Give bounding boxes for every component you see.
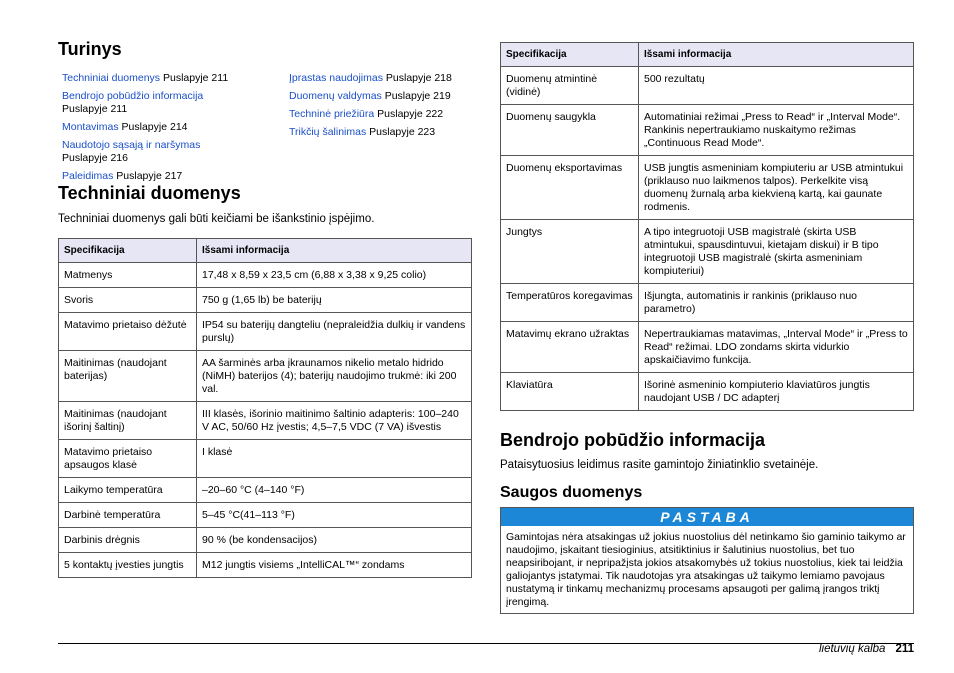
toc-page: Puslapyje 223 (369, 126, 436, 138)
spec-value-cell: Išjungta, automatinis ir rankinis (priklauso nuo parametro) (639, 284, 914, 322)
spec-name-cell: Maitinimas (naudojant baterijas) (59, 351, 197, 402)
spec-name-cell: 5 kontaktų įvesties jungtis (59, 553, 197, 578)
spec-name-cell: Darbinis drėgnis (59, 528, 197, 553)
table-row (501, 220, 914, 284)
table-row (59, 402, 472, 440)
tech-spec-table (58, 238, 472, 578)
tech-intro: Techniniai duomenys gali būti keičiami be išankstinio įspėjimo. (58, 213, 375, 225)
footer-language: lietuvių kalba (818, 643, 886, 655)
spec-name-cell: Jungtys (501, 220, 639, 284)
table-row (501, 156, 914, 220)
header-spec: Specifikacija (501, 43, 639, 67)
spec-name-cell: Darbinė temperatūra (59, 503, 197, 528)
toc-link[interactable]: Techniniai duomenys (62, 72, 161, 84)
tech-section-title: Techniniai duomenys (58, 183, 241, 203)
spec-name-cell: Duomenų eksportavimas (501, 156, 639, 220)
table-row (59, 440, 472, 478)
spec-name-cell: Matavimo prietaiso dėžutė (59, 313, 197, 351)
toc-page: Puslapyje 218 (385, 72, 452, 84)
spec-value-cell: 17,48 x 8,59 x 23,5 cm (6,88 x 3,38 x 9,25 colio) (197, 263, 472, 288)
toc-entry (289, 72, 479, 85)
spec-value-cell: 750 g (1,65 lb) be baterijų (197, 288, 472, 313)
toc-page: Puslapyje 222 (377, 108, 444, 120)
toc-entry (62, 139, 272, 165)
spec-value-cell: Išorinė asmeninio kompiuterio klaviatūros jungtis naudojant USB / DC adapterį (639, 373, 914, 411)
toc-link[interactable]: Montavimas (62, 121, 119, 133)
spec-value-cell: –20–60 °C (4–140 °F) (197, 478, 472, 503)
table-row (59, 313, 472, 351)
toc-link[interactable]: Trikčių šalinimas (289, 126, 367, 138)
toc-entry (289, 126, 479, 139)
toc-right-column (289, 72, 479, 144)
spec-value-cell: 5–45 °C(41–113 °F) (197, 503, 472, 528)
general-section-title: Bendrojo pobūdžio informacija (500, 430, 765, 450)
spec-name-cell: Matavimų ekrano užraktas (501, 322, 639, 373)
page-footer (819, 643, 914, 655)
spec-name-cell: Maitinimas (naudojant išorinį šaltinį) (59, 402, 197, 440)
header-details: Išsami informacija (639, 43, 914, 67)
toc-link[interactable]: Naudotojo sąsają ir naršymas (62, 139, 201, 151)
table-row (59, 478, 472, 503)
general-intro: Pataisytuosius leidimus rasite gamintojo žiniatinklio svetainėje. (500, 459, 819, 471)
note-text: Gamintojas nėra atsakingas už jokius nuostolius dėl netinkamo šio gaminio taikymo ar naudojimo, įskaitant tiesioginius, atsitiktinius ir šalutinius nuostolius, bet tuo neapsiribojant, ir nepripažįsta jokios atsakomybės už tokius nuostolius, kiek tai leidžia galiojantys įstatymai. Tik naudotojas yra atsakingas už taikymo lemiamo pavojaus nustatymą ir tinkamų mechanizmų procesams apsaugoti per galimą įrangos triktį įrengimą. (506, 531, 906, 608)
toc-link[interactable]: Bendrojo pobūdžio informacija (62, 90, 204, 102)
table-row (501, 284, 914, 322)
toc-page: Puslapyje 217 (116, 170, 183, 182)
note-box (500, 507, 914, 614)
toc-page: Puslapyje 219 (384, 90, 451, 102)
tech-spec-table-continued (500, 42, 914, 411)
footer-divider (58, 643, 914, 644)
spec-value-cell: USB jungtis asmeniniam kompiuteriu ar USB atmintukui (priklauso nuo laikmenos talpos). Perkelkite visą duomenų žurnalą arba kiekvieną kartą, kai gaunate rodmenis. (639, 156, 914, 220)
spec-value-cell: AA šarminės arba įkraunamos nikelio metalo hidrido (NiMH) baterijos (4); baterijų naudojimo trukmė: iki 200 val. (197, 351, 472, 402)
toc-title: Turinys (58, 39, 122, 59)
table-row (59, 351, 472, 402)
table-of-contents (58, 72, 472, 182)
table-row (501, 105, 914, 156)
tech2-table-body (501, 67, 914, 411)
table-header-row (59, 239, 472, 263)
left-column (58, 38, 472, 578)
table-row (59, 263, 472, 288)
spec-name-cell: Duomenų saugykla (501, 105, 639, 156)
spec-value-cell: 90 % (be kondensacijos) (197, 528, 472, 553)
table-row (59, 528, 472, 553)
spec-name-cell: Klaviatūra (501, 373, 639, 411)
spec-value-cell: I klasė (197, 440, 472, 478)
spec-name-cell: Duomenų atmintinė (vidinė) (501, 67, 639, 105)
toc-page: Puslapyje 216 (62, 152, 128, 164)
toc-entry (289, 90, 479, 103)
table-row (59, 288, 472, 313)
spec-value-cell: 500 rezultatų (639, 67, 914, 105)
toc-entry (289, 108, 479, 121)
toc-entry (62, 121, 272, 134)
spec-value-cell: Nepertraukiamas matavimas, „Interval Mode“ ir „Press to Read“ režimai. LDO zondams skirta vidurkio apskaičiavimo funkcija. (639, 322, 914, 373)
toc-page: Puslapyje 214 (121, 121, 188, 133)
note-label: PASTABA (501, 508, 913, 526)
toc-entry (62, 90, 272, 116)
table-header-row (501, 43, 914, 67)
table-row (501, 373, 914, 411)
toc-link[interactable]: Duomenų valdymas (289, 90, 382, 102)
spec-value-cell: A tipo integruotoji USB magistralė (skirta USB atmintukui, spausdintuvui, kietajam diskui) ir B tipo integruotoji USB magistralė (skirta asmeniniam kompiuteriui) (639, 220, 914, 284)
table-row (59, 553, 472, 578)
toc-page: Puslapyje 211 (162, 72, 229, 84)
header-spec: Specifikacija (59, 239, 197, 263)
spec-name-cell: Laikymo temperatūra (59, 478, 197, 503)
spec-value-cell: M12 jungtis visiems „IntelliCAL™“ zondams (197, 553, 472, 578)
toc-link[interactable]: Įprastas naudojimas (289, 72, 383, 84)
spec-name-cell: Temperatūros koregavimas (501, 284, 639, 322)
spec-name-cell: Matavimo prietaiso apsaugos klasė (59, 440, 197, 478)
spec-name-cell: Matmenys (59, 263, 197, 288)
toc-left-column (62, 72, 272, 188)
table-row (501, 322, 914, 373)
right-column (500, 42, 914, 614)
toc-page: Puslapyje 211 (62, 103, 128, 115)
safety-title: Saugos duomenys (500, 484, 643, 501)
spec-value-cell: III klasės, išorinio maitinimo šaltinio adapteris: 100–240 V AC, 50/60 Hz įvestis; 4,5–7,5 VDC (7 VA) išvestis (197, 402, 472, 440)
toc-entry (62, 170, 272, 183)
spec-value-cell: Automatiniai režimai „Press to Read“ ir „Interval Mode“. Rankinis nepertraukiamo nuskaitymo režimas „Continuous Read Mode“. (639, 105, 914, 156)
header-details: Išsami informacija (197, 239, 472, 263)
toc-link[interactable]: Techninė priežiūra (289, 108, 375, 120)
table-row (59, 503, 472, 528)
spec-name-cell: Svoris (59, 288, 197, 313)
page-number: 211 (895, 643, 914, 655)
toc-link[interactable]: Paleidimas (62, 170, 114, 182)
toc-entry (62, 72, 272, 85)
spec-value-cell: IP54 su baterijų dangteliu (nepraleidžia dulkių ir vandens purslų) (197, 313, 472, 351)
tech-table-body (59, 263, 472, 578)
table-row (501, 67, 914, 105)
